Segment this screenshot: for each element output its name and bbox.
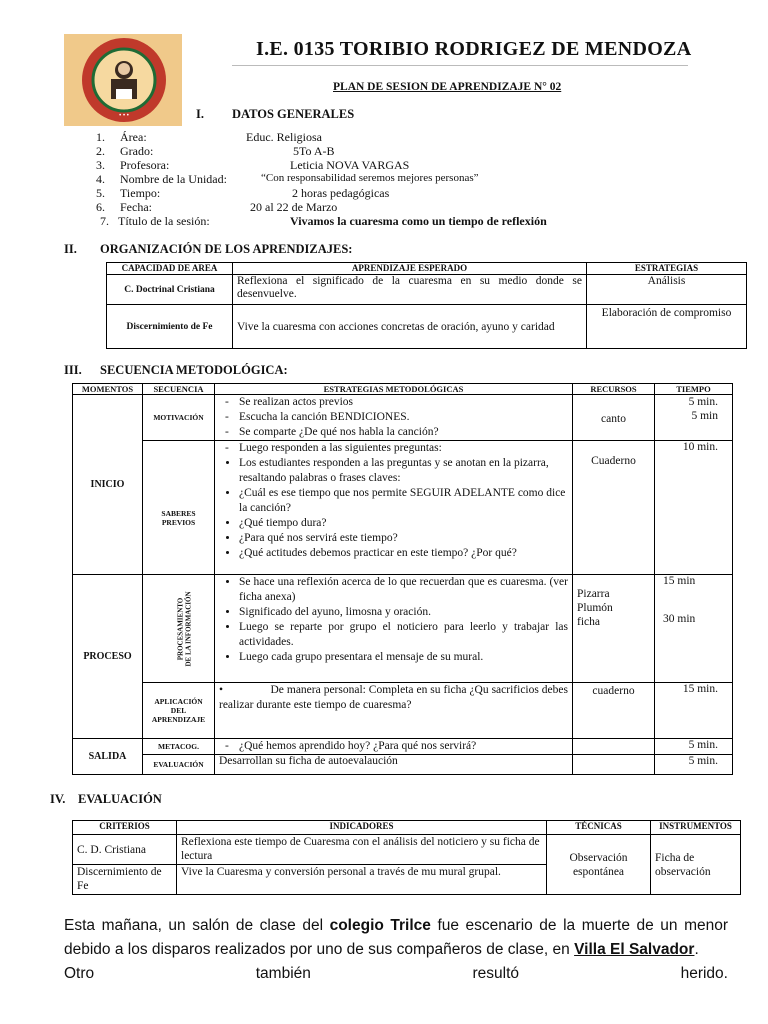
tecnica-cell: Observación espontánea [547,835,651,895]
data-row-session-title: 7. Título de la sesión: Vivamos la cuaresma como un tiempo de reflexión [100,214,547,228]
data-row-time: 5. Tiempo: 2 horas pedagógicas [96,186,390,200]
list-item: • Se hace una reflexión acerca de lo que recuerdan que es cuaresma. (ver ficha anexa) [239,575,568,605]
school-name: I.E. 0135 TORIBIO RODRIGEZ DE MENDOZA [256,38,692,60]
secuencia-metacog: METACOG. [143,739,215,755]
header-estrategias: ESTRATEGIAS METODOLÓGICAS [215,384,573,395]
section-1-title: DATOS GENERALES [232,107,355,121]
list-item: - Se realizan actos previos [239,395,568,410]
section-4-title: EVALUACIÓN [78,792,162,806]
aprendizaje-cell: Reflexiona el significado de la cuaresma en su medio donde se desenvuelve. [233,275,587,305]
header-momentos: MOMENTOS [73,384,143,395]
header-capacidad: CAPACIDAD DE AREA [107,263,233,275]
tiempo-motivacion: 5 min. 5 min [655,395,733,441]
section-3-heading [64,363,288,378]
secuencia-motivacion: MOTIVACIÓN [143,395,215,441]
list-item: - Se comparte ¿De qué nos habla la canción? [239,425,568,440]
section-4-number: IV. [50,792,66,806]
section-2-number: II. [64,242,77,256]
list-item: • ¿Para qué nos servirá este tiempo? [239,531,568,546]
list-item: • Los estudiantes responden a las preguntas y se anotan en la pizarra, resaltando palabras o frases claves: [239,456,568,486]
aplicacion-strategy: • De manera personal: Completa en su ficha ¿Qu sacrificios debes realizar durante este tiempo de cuaresma? [215,683,573,739]
evaluacion-strategy: Desarrollan su ficha de autoevalaución [215,755,573,775]
indicador-cell: Vive la Cuaresma y conversión personal a través de mu mural grupal. [177,865,547,895]
indicador-cell: Reflexiona este tiempo de Cuaresma con el análisis del noticiero y su ficha de lectura [177,835,547,865]
tiempo-procesamiento: 15 min 30 min [655,575,733,683]
secuencia-aplicacion: APLICACIÓN DEL APRENDIZAJE [143,683,215,739]
evaluation-table [72,820,741,895]
section-2-title: ORGANIZACIÓN DE LOS APRENDIZAJES: [100,242,353,256]
tiempo-aplicacion: 15 min. [655,683,733,739]
header-recursos: RECURSOS [573,384,655,395]
list-item: • Luego se reparte por grupo el noticiero para leerlo y trabajar las actividades. [239,620,568,650]
metacog-strategy: - ¿Qué hemos aprendido hoy? ¿Para qué nos servirá? [215,739,573,755]
section-3-title: SECUENCIA METODOLÓGICA: [100,363,288,377]
header-secuencia: SECUENCIA [143,384,215,395]
tiempo-metacog: 5 min. [655,739,733,755]
procesamiento-strategies [215,575,573,683]
plan-title: PLAN DE SESION DE APRENDIZAJE N° 02 [333,81,562,93]
header-estrategias: ESTRATEGIAS [587,263,747,275]
criterio-cell: C. D. Cristiana [73,835,177,865]
header-divider [232,65,688,66]
saberes-strategies [215,441,573,575]
secuencia-saberes: SABERES PREVIOS [143,441,215,575]
capacidad-cell: Discernimiento de Fe [107,305,233,349]
list-item: • Luego cada grupo presentara el mensaje de su mural. [239,650,568,665]
header-aprendizaje: APRENDIZAJE ESPERADO [233,263,587,275]
capacidad-cell: C. Doctrinal Cristiana [107,275,233,305]
news-last-line: Otro también resultó herido. [64,965,728,982]
news-paragraph: Esta mañana, un salón de clase del colegio Trilce fue escenario de la muerte de un menor debido a los disparos realizados por uno de sus compañeros de clase, en Villa El Salvador. Otro también resultó herido. [64,914,728,986]
estrategia-cell: Análisis [587,275,747,305]
section-1-number: I. [196,107,204,121]
list-item: • ¿Qué tiempo dura? [239,516,568,531]
location-link[interactable]: Villa El Salvador [574,941,695,958]
momento-salida: SALIDA [73,739,143,775]
data-row-date: 6. Fecha: 20 al 22 de Marzo [96,200,338,214]
school-logo [64,34,182,126]
criterio-cell: Discernimiento de Fe [73,865,177,895]
header-criterios: CRITERIOS [73,821,177,835]
tiempo-saberes: 10 min. [655,441,733,575]
momento-inicio: INICIO [73,395,143,575]
recurso-evaluacion [573,755,655,775]
recurso-metacog [573,739,655,755]
secuencia-evaluacion: EVALUACIÓN [143,755,215,775]
instrumento-cell: Ficha de observación [651,835,741,895]
momento-proceso: PROCESO [73,575,143,739]
data-row-unit: 4. Nombre de la Unidad: “Con responsabilidad seremos mejores personas” [96,172,479,186]
data-row-teacher: 3. Profesora: Leticia NOVA VARGAS [96,158,410,172]
header-indicadores: INDICADORES [177,821,547,835]
list-item: • Significado del ayuno, limosna y oración. [239,605,568,620]
section-1-heading [196,107,355,122]
recurso-saberes: Cuaderno [573,441,655,575]
secuencia-procesamiento: PROCESAMIENTO DE LA INFORMACIÓN [143,575,215,683]
data-row-area: 1. Área: Educ. Religiosa [96,130,322,144]
section-4-heading [50,792,162,807]
learning-organization-table [106,262,747,349]
aprendizaje-cell: Vive la cuaresma con acciones concretas de oración, ayuno y caridad [233,305,587,349]
methodology-table [72,383,733,775]
school-mention: colegio Trilce [329,917,431,934]
section-3-number: III. [64,363,82,377]
list-item: • ¿Cuál es ese tiempo que nos permite SEGUIR ADELANTE como dice la canción? [239,486,568,516]
header-instrumentos: INSTRUMENTOS [651,821,741,835]
recurso-procesamiento: Pizarra Plumón ficha [573,575,655,683]
estrategia-cell: Elaboración de compromiso [587,305,747,349]
list-item: - Escucha la canción BENDICIONES. [239,410,568,425]
list-item: - Luego responden a las siguientes preguntas: [239,441,568,456]
header-tecnicas: TÉCNICAS [547,821,651,835]
motivacion-strategies [215,395,573,441]
data-row-grade: 2. Grado: 5To A-B [96,144,335,158]
header-tiempo: TIEMPO [655,384,733,395]
section-2-heading [64,242,353,257]
svg-text:• • •: • • • [119,113,129,119]
list-item: • ¿Qué actitudes debemos practicar en este tiempo? ¿Por qué? [239,546,568,561]
recurso-aplicacion: cuaderno [573,683,655,739]
recurso-motivacion: canto [573,395,655,441]
tiempo-evaluacion: 5 min. [655,755,733,775]
